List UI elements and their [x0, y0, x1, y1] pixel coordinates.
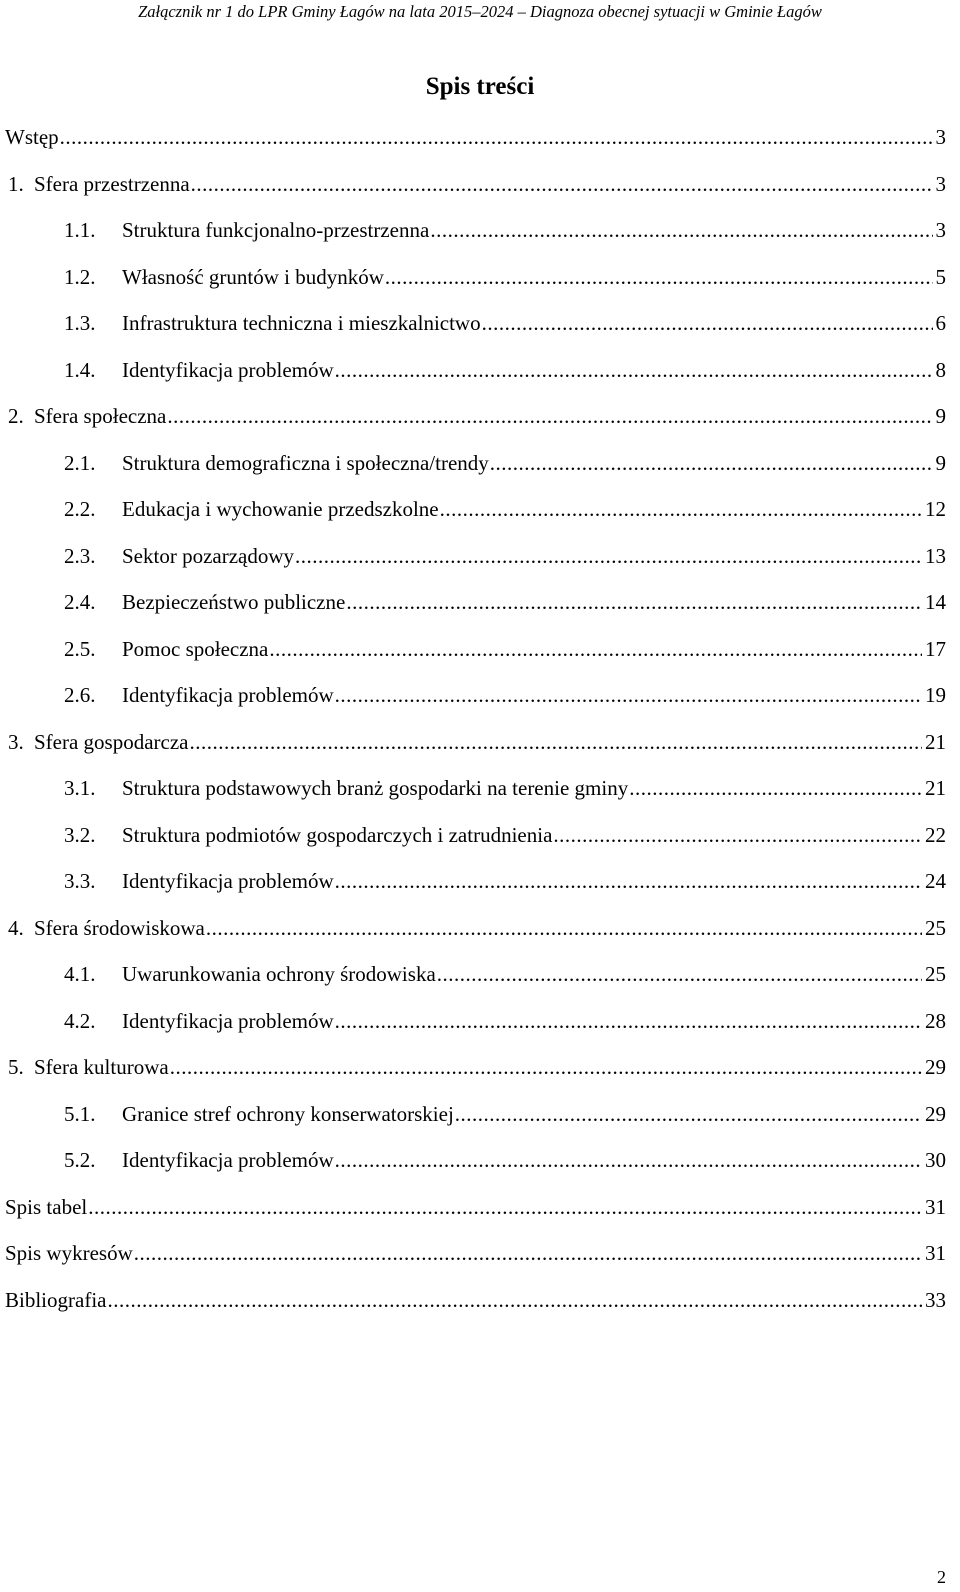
toc-entry-label: Sektor pozarządowy [122, 543, 295, 568]
toc-entry-label: Spis wykresów [5, 1241, 133, 1265]
toc-entry-number: 1.2. [64, 264, 96, 289]
toc-entry-label: Spis tabel [5, 1194, 88, 1219]
toc-entry-number: 5. [8, 1055, 24, 1079]
dot-leader [335, 678, 922, 712]
toc-entry-number: 2.4. [64, 590, 96, 614]
dot-leader [335, 1143, 922, 1177]
toc-entry-number: 4. [8, 915, 24, 940]
dot-leader [482, 306, 933, 340]
toc-entry-label: Struktura podstawowych branż gospodarki na terenie gminy [122, 776, 629, 800]
toc-entry[interactable] [5, 120, 946, 154]
toc-entry-number: 2.1. [64, 450, 96, 475]
toc-entry[interactable] [64, 678, 946, 712]
dot-leader [107, 1283, 922, 1317]
toc-entry-page: 8 [935, 357, 946, 382]
toc-entry-label: Sfera przestrzenna [34, 171, 190, 196]
page-title: Spis treści [425, 73, 535, 100]
toc-entry-page: 31 [925, 1194, 946, 1219]
toc-entry-label: Sfera gospodarcza [34, 729, 189, 754]
toc-entry-label: Infrastruktura techniczna i mieszkalnictwo [122, 311, 481, 335]
toc-entry-label: Bezpieczeństwo publiczne [122, 590, 346, 614]
toc-entry-page: 29 [925, 1101, 946, 1126]
toc-entry-page: 21 [925, 729, 946, 754]
toc-entry-number: 1.1. [64, 218, 96, 242]
toc-entry-page: 12 [925, 497, 946, 521]
toc-entry-label: Identyfikacja problemów [122, 1008, 334, 1033]
toc-entry[interactable] [64, 585, 946, 619]
toc-entry-label: Struktura funkcjonalno-przestrzenna [122, 218, 430, 242]
dot-leader [385, 260, 933, 294]
toc-entry-label: Uwarunkowania ochrony środowiska [122, 962, 436, 986]
dot-leader [553, 818, 922, 852]
toc-entry[interactable] [5, 1283, 946, 1317]
toc-entry[interactable] [8, 911, 946, 945]
toc-entry-page: 28 [925, 1008, 946, 1033]
toc-entry-label: Sfera społeczna [34, 404, 167, 428]
dot-leader [295, 539, 922, 573]
dot-leader [191, 167, 933, 201]
dot-leader [170, 1050, 922, 1084]
toc-entry[interactable] [64, 1097, 946, 1131]
page-number: 2 [937, 1567, 946, 1587]
toc-entry-number: 1.3. [64, 311, 96, 335]
toc-entry-number: 3.2. [64, 822, 96, 847]
toc-entry[interactable] [5, 1236, 946, 1270]
dot-leader [346, 585, 922, 619]
toc-entry-label: Struktura demograficzna i społeczna/trendy [122, 450, 489, 475]
toc-entry-number: 2.2. [64, 497, 96, 521]
dot-leader [629, 771, 922, 805]
toc-entry-number: 5.2. [64, 1148, 96, 1172]
toc-entry-label: Edukacja i wychowanie przedszkolne [122, 497, 439, 521]
toc-entry-number: 2.3. [64, 543, 96, 568]
toc-entry[interactable] [8, 725, 946, 759]
toc-entry-label: Pomoc społeczna [122, 636, 269, 661]
toc-entry[interactable] [64, 492, 946, 526]
toc-entry[interactable] [64, 306, 946, 340]
dot-leader [335, 1004, 922, 1038]
toc-entry-page: 29 [925, 1055, 946, 1079]
toc-entry-page: 3 [935, 171, 946, 196]
dot-leader [430, 213, 932, 247]
toc-entry-label: Identyfikacja problemów [122, 1148, 334, 1172]
toc-entry-page: 6 [935, 311, 946, 335]
toc-entry[interactable] [64, 213, 946, 247]
toc-entry-page: 24 [925, 869, 946, 893]
toc-entry[interactable] [8, 399, 946, 433]
toc-entry-page: 17 [925, 636, 946, 661]
dot-leader [60, 120, 933, 154]
toc-entry-label: Struktura podmiotów gospodarczych i zatrudnienia [122, 822, 553, 847]
dot-leader [490, 446, 933, 480]
toc-entry[interactable] [64, 446, 946, 480]
toc-entry-number: 5.1. [64, 1101, 96, 1126]
toc-entry[interactable] [64, 353, 946, 387]
dot-leader [440, 492, 922, 526]
toc-entry[interactable] [64, 1004, 946, 1038]
toc-entry-number: 3. [8, 729, 24, 754]
dot-leader [88, 1190, 922, 1224]
toc-entry-page: 31 [925, 1241, 946, 1265]
dot-leader [437, 957, 922, 991]
dot-leader [335, 864, 922, 898]
toc-entry[interactable] [64, 539, 946, 573]
toc-entry-page: 3 [935, 218, 946, 242]
toc-entry-page: 33 [925, 1287, 946, 1312]
toc-entry-label: Wstęp [5, 125, 59, 149]
document-header: Załącznik nr 1 do LPR Gminy Łagów na lata 2015–2024 – Diagnoza obecnej sytuacji w Gminie Łagów [138, 2, 822, 21]
toc-entry-label: Bibliografia [5, 1287, 107, 1312]
toc-entry-number: 4.2. [64, 1008, 96, 1033]
toc-entry-number: 2.5. [64, 636, 96, 661]
toc-entry-number: 3.1. [64, 776, 96, 800]
toc-entry-number: 3.3. [64, 869, 96, 893]
toc-entry-label: Sfera środowiskowa [34, 915, 205, 940]
toc-entry-label: Granice stref ochrony konserwatorskiej [122, 1101, 454, 1126]
toc-entry[interactable] [8, 167, 946, 201]
toc-entry-page: 21 [925, 776, 946, 800]
toc-entry-number: 2.6. [64, 683, 96, 707]
toc-entry-page: 9 [935, 404, 946, 428]
toc-entry-page: 13 [925, 543, 946, 568]
toc-entry[interactable] [64, 957, 946, 991]
dot-leader [167, 399, 932, 433]
dot-leader [455, 1097, 922, 1131]
dot-leader [190, 725, 922, 759]
toc-entry[interactable] [64, 864, 946, 898]
toc-entry-page: 9 [935, 450, 946, 475]
toc-entry-label: Identyfikacja problemów [122, 683, 334, 707]
toc-entry-page: 3 [935, 125, 946, 149]
dot-leader [134, 1236, 922, 1270]
toc-entry[interactable] [64, 632, 946, 666]
toc-entry[interactable] [64, 1143, 946, 1177]
toc-entry-label: Własność gruntów i budynków [122, 264, 384, 289]
toc-entry[interactable] [64, 818, 946, 852]
dot-leader [269, 632, 922, 666]
toc-entry-label: Identyfikacja problemów [122, 869, 334, 893]
toc-entry[interactable] [64, 260, 946, 294]
toc-entry-page: 19 [925, 683, 946, 707]
toc-entry[interactable] [8, 1050, 946, 1084]
toc-entry-number: 4.1. [64, 962, 96, 986]
toc-entry-label: Identyfikacja problemów [122, 357, 334, 382]
toc-entry-number: 1. [8, 171, 24, 196]
dot-leader [206, 911, 922, 945]
toc-entry-number: 2. [8, 404, 24, 428]
dot-leader [335, 353, 933, 387]
toc-entry[interactable] [5, 1190, 946, 1224]
toc-entry-label: Sfera kulturowa [34, 1055, 169, 1079]
toc-entry-page: 25 [925, 915, 946, 940]
toc-entry-page: 5 [935, 264, 946, 289]
toc-entry-number: 1.4. [64, 357, 96, 382]
toc-entry-page: 25 [925, 962, 946, 986]
toc-entry-page: 14 [925, 590, 946, 614]
toc-entry-page: 22 [925, 822, 946, 847]
toc-entry[interactable] [64, 771, 946, 805]
toc-entry-page: 30 [925, 1148, 946, 1172]
